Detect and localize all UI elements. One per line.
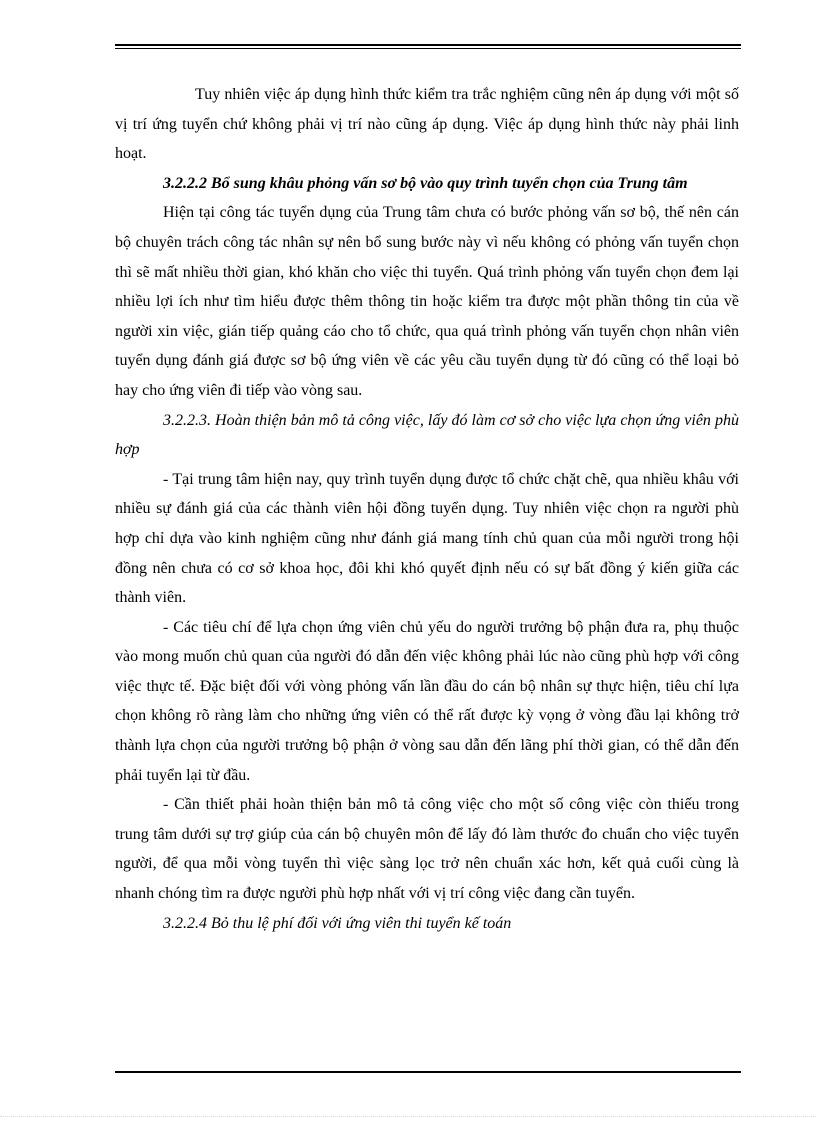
paragraph-recruitment-process: - Tại trung tâm hiện nay, quy trình tuyển dụng được tổ chức chặt chẽ, qua nhiều khâu với nhiều sự đánh giá của các thành viên hội đồng tuyển dụng. Tuy nhiên việc chọn ra người phù hợp chỉ dựa vào kinh nghiệm cũng như đánh giá mang tính chủ quan của mỗi người trong hội đồng nên chưa có cơ sở khoa học, đôi khi khó quyết định nếu có sự bất đồng ý kiến giữa các thành viên. [115,470,739,607]
page-edge-dotted-line [0,1116,816,1117]
header-rule [115,44,741,49]
section-heading-3-2-2-2: 3.2.2.2 Bổ sung khâu phỏng vấn sơ bộ vào quy trình tuyển chọn của Trung tâm [163,174,688,192]
paragraph-job-description: - Cần thiết phải hoàn thiện bản mô tả công việc cho một số công việc còn thiếu trong trung tâm dưới sự trợ giúp của cán bộ chuyên môn để lấy đó làm thước đo chuẩn cho việc tuyển người, để qua mỗi vòng tuyển thì việc sàng lọc trở nên chuẩn xác hơn, kết quả cuối cùng là nhanh chóng tìm ra được người phù hợp nhất với vị trí công việc đang cần tuyển. [115,796,739,903]
document-body [115,80,739,938]
section-heading-3-2-2-3: 3.2.2.3. Hoàn thiện bản mô tả công việc, lấy đó làm cơ sở cho việc lựa chọn ứng viên phù hợp [115,411,739,459]
section-heading-3-2-2-4: 3.2.2.4 Bỏ thu lệ phí đối với ứng viên thi tuyển kế toán [163,914,512,932]
paragraph-selection-criteria: - Các tiêu chí để lựa chọn ứng viên chủ yếu do người trưởng bộ phận đưa ra, phụ thuộc vào mong muốn chủ quan của người đó dẫn đến việc không phải lúc nào cũng phù hợp với công việc thực tế. Đặc biệt đối với vòng phỏng vấn lần đầu do cán bộ nhân sự thực hiện, tiêu chí lựa chọn không rõ ràng làm cho những ứng viên có thể rất được kỳ vọng ở vòng đầu lại không trở thành lựa chọn của người trưởng bộ phận ở vòng sau dẫn đến lãng phí thời gian, có thể dẫn đến phải tuyển lại từ đầu. [115,618,739,784]
paragraph-preliminary-interview: Hiện tại công tác tuyển dụng của Trung tâm chưa có bước phỏng vấn sơ bộ, thế nên cán bộ chuyên trách công tác nhân sự nên bổ sung bước này vì nếu không có phỏng vấn tuyển chọn thì sẽ mất nhiều thời gian, khó khăn cho việc thi tuyển. Quá trình phỏng vấn tuyển chọn đem lại nhiều lợi ích như tìm hiểu được thêm thông tin hoặc kiểm tra được một phần thông tin của về người xin việc, gián tiếp quảng cáo cho tổ chức, qua quá trình phỏng vấn tuyển chọn nhân viên tuyển dụng đánh giá được sơ bộ ứng viên về các yêu cầu tuyển dụng từ đó cũng có thể loại bỏ hay cho ứng viên đi tiếp vào vòng sau. [115,204,739,399]
paragraph-test-application: Tuy nhiên việc áp dụng hình thức kiểm tra trắc nghiệm cũng nên áp dụng với một số vị trí ứng tuyển chứ không phải vị trí nào cũng áp dụng. Việc áp dụng hình thức này phải linh hoạt. [115,86,739,163]
footer-rule [115,1071,741,1073]
